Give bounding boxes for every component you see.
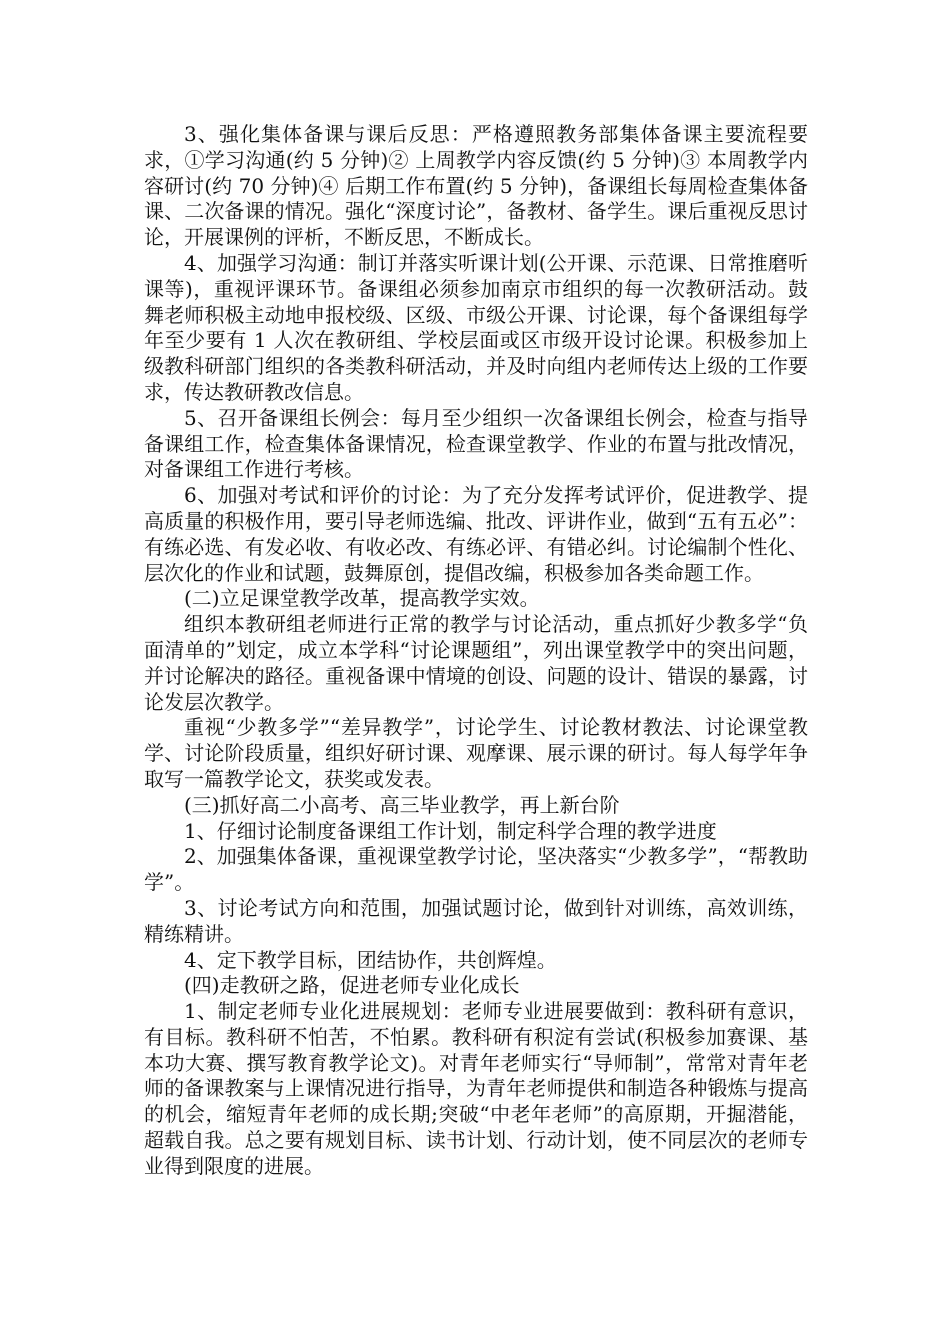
- list-item-collective-prep: 2、加强集体备课，重视课堂教学讨论，坚决落实“少教多学”，“帮教助学”。: [144, 844, 808, 895]
- section-heading-senior-exams: (三)抓好高二小高考、高三毕业教学，再上新台阶: [184, 792, 620, 817]
- section-heading-professional-growth: (四)走教研之路，促进老师专业化成长: [184, 973, 520, 998]
- section-heading-classroom-reform: (二)立足课堂教学改革，提高教学实效。: [184, 586, 540, 611]
- list-item-plan: 1、仔细讨论制度备课组工作计划，制定科学合理的教学进度: [184, 818, 717, 843]
- list-item-exam-direction: 3、讨论考试方向和范围，加强试题讨论，做到针对训练，高效训练，精练精讲。: [144, 895, 808, 946]
- paragraph-exam-evaluation: 6、加强对考试和评价的讨论：为了充分发挥考试评价，促进教学、提高质量的积极作用，要引导老师选编、批改、评讲作业，做到“五有五必”：有练必选、有发必收、有收必改、有练必评、有错必纠。讨论编制个性化、层次化的作业和试题，鼓舞原创，提倡改编，积极参加各类命题工作。: [144, 483, 808, 585]
- list-item-goals: 4、定下教学目标，团结协作，共创辉煌。: [184, 947, 557, 972]
- paragraph-group-leader-meeting: 5、召开备课组长例会：每月至少组织一次备课组长例会，检查与指导备课组工作，检查集体备课情况，检查课堂教学、作业的布置与批改情况，对备课组工作进行考核。: [144, 405, 808, 482]
- paragraph-collective-lesson-prep: 3、强化集体备课与课后反思：严格遵照教务部集体备课主要流程要求，①学习沟通(约 5 分钟)② 上周教学内容反馈(约 5 分钟)③ 本周教学内容研讨(约 70 分钟)④ 后期工作布置(约 5 分钟)，备课组长每周检查集体备课、二次备课的情况。强化“深度讨论”，备教材、备学生。课后重视反思讨论，开展课例的评析，不断反思，不断成长。: [144, 122, 808, 250]
- paragraph-development-plan: 1、制定老师专业化进展规划：老师专业进展要做到：教科研有意识，有目标。教科研不怕苦，不怕累。教科研有积淀有尝试(积极参加赛课、基本功大赛、撰写教育教学论文)。对青年老师实行“导师制”，常常对青年老师的备课教案与上课情况进行指导，为青年老师提供和制造各种锻炼与提高的机会，缩短青年老师的成长期;突破“中老年老师”的高原期，开掘潜能，超载自我。总之要有规划目标、读书计划、行动计划，使不同层次的老师专业得到限度的进展。: [144, 999, 808, 1178]
- paragraph-learning-communication: 4、加强学习沟通：制订并落实听课计划(公开课、示范课、日常推磨听课等)，重视评课环节。备课组必须参加南京市组织的每一次教研活动。鼓舞老师积极主动地申报校级、区级、市级公开课、讨论课，每个备课组每学年至少要有 1 人次在教研组、学校层面或区市级开设讨论课。积极参加上级教科研部门组织的各类教科研活动，并及时向组内老师传达上级的工作要求，传达教研教改信息。: [144, 250, 808, 404]
- paragraph-teaching-discussion: 组织本教研组老师进行正常的教学与讨论活动，重点抓好少教多学“负面清单的”划定，成立本学科“讨论课题组”，列出课堂教学中的突出问题，并讨论解决的路径。重视备课中情境的创设、问题的设计、错误的暴露，讨论发层次教学。: [144, 612, 808, 714]
- document-page: [144, 122, 808, 1180]
- paragraph-differentiated-teaching: 重视“少教多学”“差异教学”，讨论学生、讨论教材教法、讨论课堂教学、讨论阶段质量，组织好研讨课、观摩课、展示课的研讨。每人每学年争取写一篇教学论文，获奖或发表。: [144, 715, 808, 791]
